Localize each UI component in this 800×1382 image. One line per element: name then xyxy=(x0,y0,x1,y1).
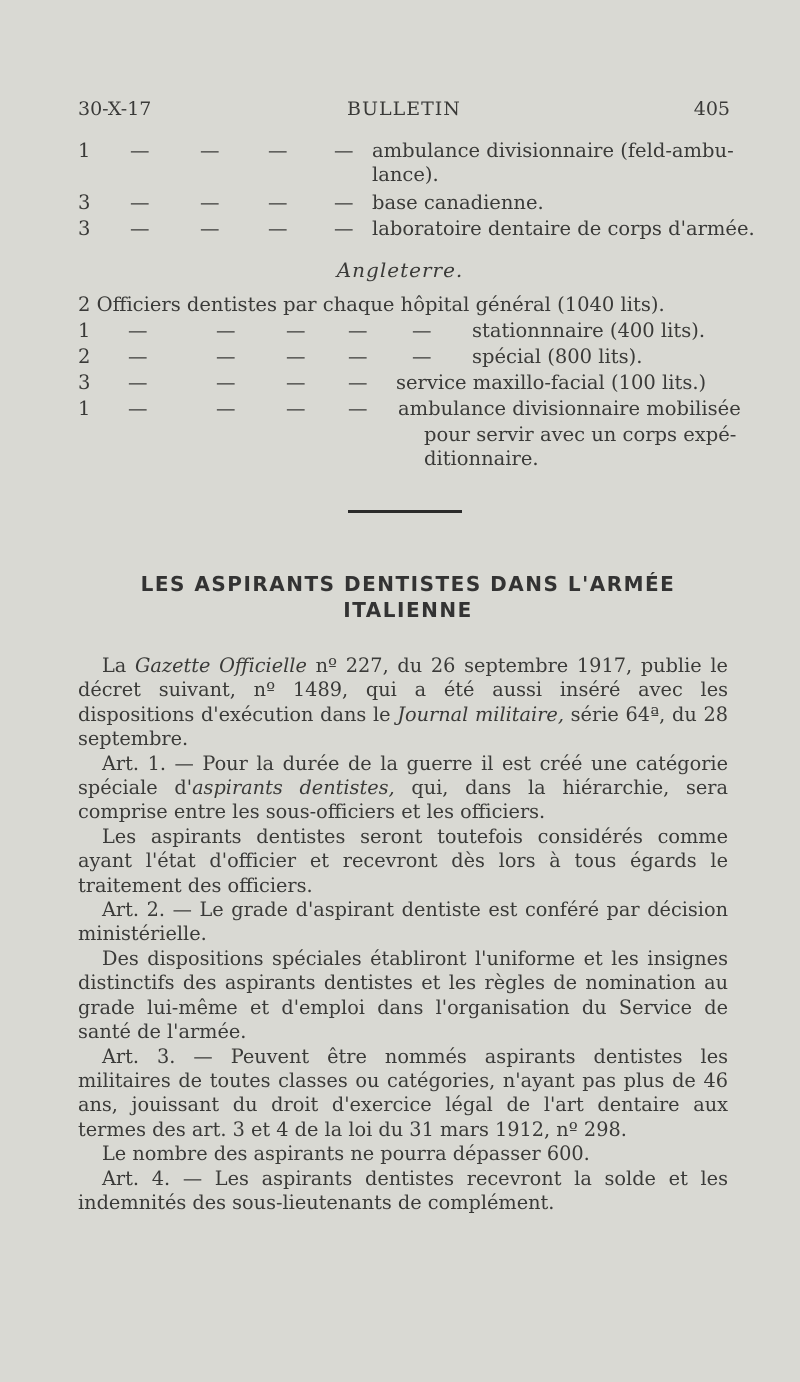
paragraph: Le nombre des aspirants ne pourra dépasser 600. xyxy=(102,1142,590,1166)
running-header xyxy=(78,98,730,124)
page-number: 405 xyxy=(693,98,730,120)
paragraph: Des dispositions spéciales établiront l'uniforme et les insignes distinctifs des aspirants dentistes et les règles de nomination au grade lui-même et d'emploi dans l'organisation du Service de santé de l'armée. xyxy=(78,946,728,1044)
header-title: BULLETIN xyxy=(347,98,461,120)
article-title-line2: ITALIENNE xyxy=(343,598,473,622)
paragraph: La Gazette Officielle nº 227, du 26 septembre 1917, publie le décret suivant, nº 1489, qui a été aussi inséré avec les dispositions d'exécution dans le Journal militaire, série 64ª, du 28 septembre. xyxy=(78,654,728,751)
paragraph: Les aspirants dentistes seront toutefois considérés comme ayant l'état d'officier et recevront dès lors à tous égards le traitement des officiers. xyxy=(78,824,728,897)
paragraph: Art. 4. — Les aspirants dentistes recevront la solde et les indemnités des sous-lieutenants de complément. xyxy=(78,1166,728,1214)
section-divider xyxy=(348,510,462,513)
section-subheading: Angleterre. xyxy=(336,258,464,282)
article-title: LES ASPIRANTS DENTISTES DANS L'ARMÉE xyxy=(140,572,676,596)
document-page: 30-X-17 BULLETIN 405 1 — — — — ambulance divisionnaire (feld-ambu- lance). 3 — — — — base canadienne. 3 — — — — laboratoire dentaire de corps d'armée. Angleterre. 2 Officiers dentistes par chaque hôpital général (1040 lits). 1 — — — — — stationnnaire (400 lits). 2 — — — — — spécial (800 lits). 3 — — — — service maxillo-facial (100 lits.) 1 — — — — ambulance divisionnaire mobilisée pour servir avec un corps expé- ditionnaire. LES ASPIRANTS DENTISTES DANS L'ARMÉE ITALIENNE La Gazette Officielle nº 227, du 26 septembre 1917, publie le décret suivant, nº 1489, qui a été aussi inséré avec les dispositions d'exécution dans le Journal militaire, série 64ª, du 28 septembre. Art. 1. — Pour la durée de la guerre il est créé une catégorie spéciale d'aspirants dentistes, qui, dans la hiérarchie, sera comprise entre les sous-officiers et les officiers. Les aspirants dentistes seront toutefois considérés comme ayant l'état d'officier et recevront dès lors à tous égards le traitement des officiers. Art. 2. — Le grade d'aspirant dentiste est conféré par décision ministérielle. Des dispositions spéciales établiront l'uniforme et les insignes distinctifs des aspirants dentistes et les règles de nomination au grade lui-même et d'emploi dans l'organisation du Service de santé de l'armée. Art. 3. — Peuvent être nommés aspirants dentistes les militaires de toutes classes ou catégories, n'ayant pas plus de 46 ans, jouissant du droit d'exercice légal de l'art dentaire aux termes des art. 3 et 4 de la loi du 31 mars 1912, nº 298. Le nombre des aspirants ne pourra dépasser 600. Art. 4. — Les aspirants dentistes recevront la solde et les indemnités des sous-lieutenants de complément. xyxy=(0,0,800,1382)
header-date: 30-X-17 xyxy=(78,98,152,120)
paragraph: Art. 3. — Peuvent être nommés aspirants dentistes les militaires de toutes classes ou catégories, n'ayant pas plus de 46 ans, jouissant du droit d'exercice légal de l'art dentaire aux termes des art. 3 et 4 de la loi du 31 mars 1912, nº 298. xyxy=(78,1044,728,1141)
article-body xyxy=(78,654,728,1215)
paragraph: Art. 2. — Le grade d'aspirant dentiste est conféré par décision ministérielle. xyxy=(78,898,728,946)
paragraph: Art. 1. — Pour la durée de la guerre il est créé une catégorie spéciale d'aspirants dentistes, qui, dans la hiérarchie, sera comprise entre les sous-officiers et les officiers. xyxy=(78,751,728,824)
